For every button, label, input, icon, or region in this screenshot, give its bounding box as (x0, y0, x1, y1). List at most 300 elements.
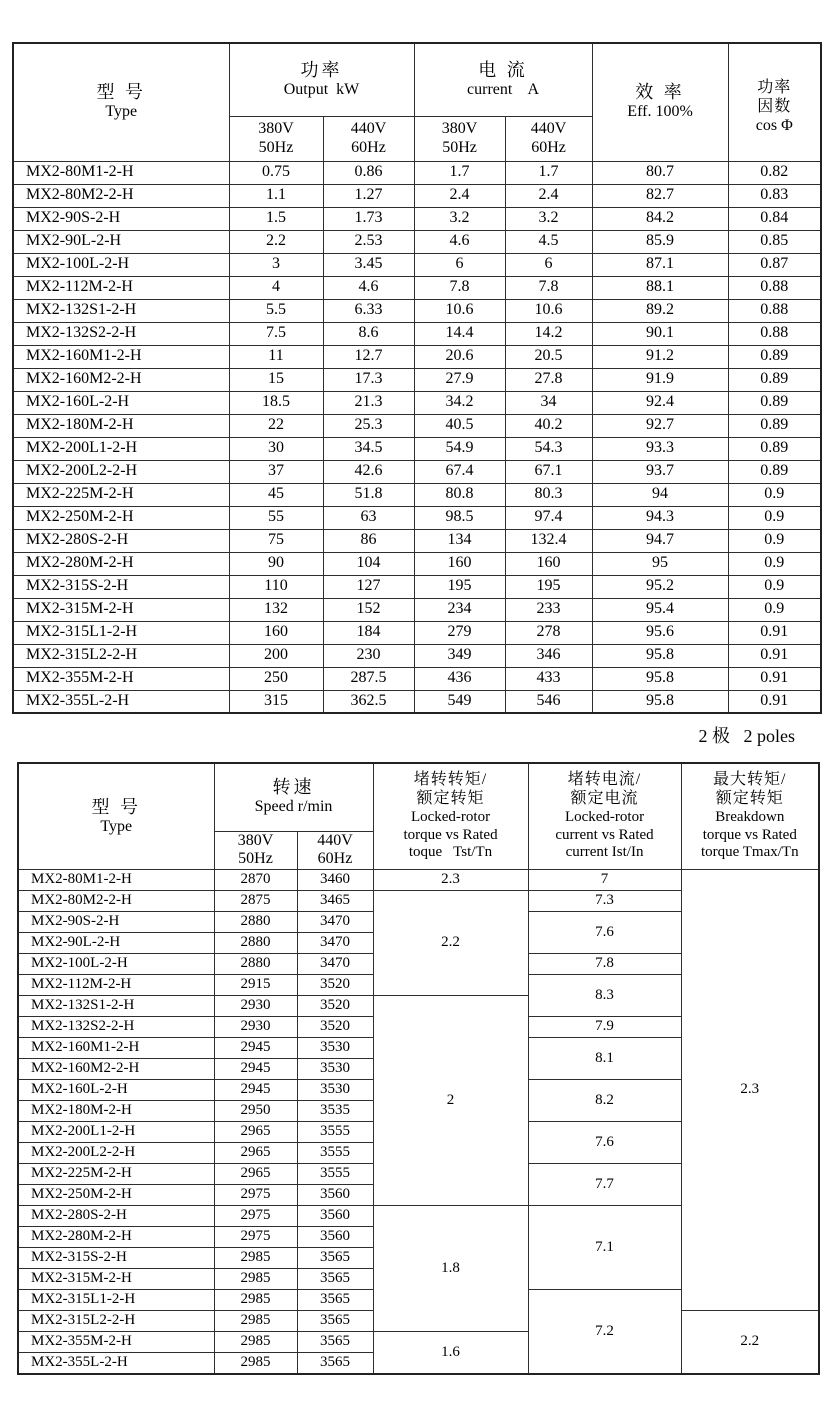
table-row (13, 667, 821, 690)
value-cell: 95.6 (592, 621, 728, 644)
value-cell: 0.91 (728, 644, 821, 667)
header-label-en: torque Tmax/Tn (700, 844, 799, 861)
speed-cell: 2985 (214, 1269, 297, 1290)
value-cell: 0.91 (728, 690, 821, 713)
value-cell: 0.89 (728, 460, 821, 483)
value-cell: 37 (229, 460, 323, 483)
speed-cell: 2870 (214, 870, 297, 891)
header-label-en: torque vs Rated (403, 826, 498, 843)
value-cell: 0.88 (728, 276, 821, 299)
col-header-pf (728, 43, 821, 161)
value-cell: 14.4 (414, 322, 505, 345)
model-cell: MX2-160L-2-H (13, 391, 229, 414)
performance-table-body (18, 870, 819, 1374)
value-cell: 6 (414, 253, 505, 276)
value-cell: 0.9 (728, 552, 821, 575)
table-row (13, 621, 821, 644)
value-cell: 230 (323, 644, 414, 667)
table-row (13, 207, 821, 230)
speed-cell: 2985 (214, 1248, 297, 1269)
value-cell: 95.2 (592, 575, 728, 598)
header-label-en: Type (100, 817, 133, 835)
value-cell: 85.9 (592, 230, 728, 253)
speed-cell: 2965 (214, 1164, 297, 1185)
col-header-eff (592, 43, 728, 161)
value-cell: 2.4 (505, 184, 592, 207)
model-cell: MX2-315M-2-H (18, 1269, 214, 1290)
value-cell: 1.7 (414, 161, 505, 184)
value-cell: 6.33 (323, 299, 414, 322)
col-header-tst (373, 763, 528, 870)
speed-cell: 3520 (297, 1017, 373, 1038)
model-cell: MX2-225M-2-H (13, 483, 229, 506)
value-cell: 0.9 (728, 483, 821, 506)
value-cell: 98.5 (414, 506, 505, 529)
table-row (13, 460, 821, 483)
value-cell: 110 (229, 575, 323, 598)
value-cell: 3.2 (505, 207, 592, 230)
model-cell: MX2-132S1-2-H (13, 299, 229, 322)
col-header-current (414, 43, 592, 116)
value-cell: 93.7 (592, 460, 728, 483)
value-cell: 10.6 (505, 299, 592, 322)
speed-cell: 2945 (214, 1080, 297, 1101)
value-cell: 1.5 (229, 207, 323, 230)
value-cell: 54.3 (505, 437, 592, 460)
value-cell: 7.8 (505, 276, 592, 299)
voltage-label: 440V (350, 119, 387, 137)
poles-caption: 2 极 2 poles (698, 726, 795, 746)
ist-ratio-cell: 7.6 (528, 1122, 681, 1164)
value-cell: 4.5 (505, 230, 592, 253)
model-cell: MX2-280S-2-H (18, 1206, 214, 1227)
speed-cell: 2965 (214, 1143, 297, 1164)
value-cell: 40.2 (505, 414, 592, 437)
tst-ratio-cell: 1.8 (373, 1206, 528, 1332)
value-cell: 80.7 (592, 161, 728, 184)
value-cell: 17.3 (323, 368, 414, 391)
voltage-label: 380V (441, 119, 478, 137)
subheader-380v-power (229, 116, 323, 161)
value-cell: 132.4 (505, 529, 592, 552)
subheader-440v-current (505, 116, 592, 161)
table-row (13, 644, 821, 667)
speed-cell: 2930 (214, 1017, 297, 1038)
model-cell: MX2-90L-2-H (18, 933, 214, 954)
freq-label: 60Hz (531, 138, 566, 156)
model-cell: MX2-315S-2-H (13, 575, 229, 598)
header-label-zh: 堵转转矩/ (413, 771, 488, 789)
value-cell: 95.8 (592, 667, 728, 690)
model-cell: MX2-355L-2-H (18, 1353, 214, 1374)
ratings-table (12, 42, 822, 714)
model-cell: MX2-112M-2-H (18, 975, 214, 996)
header-label-en: cos Φ (755, 116, 793, 134)
ist-ratio-cell: 8.3 (528, 975, 681, 1017)
model-cell: MX2-315L2-2-H (13, 644, 229, 667)
speed-cell: 3555 (297, 1122, 373, 1143)
col-header-type (13, 43, 229, 161)
model-cell: MX2-132S2-2-H (18, 1017, 214, 1038)
ist-ratio-cell: 7.2 (528, 1290, 681, 1374)
table-row (13, 368, 821, 391)
table-row (13, 437, 821, 460)
value-cell: 279 (414, 621, 505, 644)
value-cell: 34 (505, 391, 592, 414)
value-cell: 22 (229, 414, 323, 437)
value-cell: 0.9 (728, 506, 821, 529)
value-cell: 160 (414, 552, 505, 575)
speed-cell: 3465 (297, 891, 373, 912)
speed-cell: 3565 (297, 1311, 373, 1332)
ist-ratio-cell: 8.1 (528, 1038, 681, 1080)
value-cell: 97.4 (505, 506, 592, 529)
value-cell: 346 (505, 644, 592, 667)
value-cell: 1.27 (323, 184, 414, 207)
value-cell: 132 (229, 598, 323, 621)
value-cell: 0.89 (728, 437, 821, 460)
value-cell: 0.88 (728, 322, 821, 345)
value-cell: 91.2 (592, 345, 728, 368)
model-cell: MX2-160M2-2-H (13, 368, 229, 391)
tst-ratio-cell: 2.3 (373, 870, 528, 891)
speed-cell: 2880 (214, 912, 297, 933)
tst-ratio-cell: 2 (373, 996, 528, 1206)
tmax-ratio-cell: 2.2 (681, 1311, 819, 1374)
value-cell: 7.5 (229, 322, 323, 345)
model-cell: MX2-112M-2-H (13, 276, 229, 299)
header-label-zh: 功率 (300, 59, 343, 80)
value-cell: 7.8 (414, 276, 505, 299)
header-label-en: torque vs Rated (702, 826, 797, 843)
model-cell: MX2-90S-2-H (13, 207, 229, 230)
value-cell: 27.9 (414, 368, 505, 391)
model-cell: MX2-315L2-2-H (18, 1311, 214, 1332)
value-cell: 34.2 (414, 391, 505, 414)
speed-cell: 2985 (214, 1353, 297, 1374)
value-cell: 27.8 (505, 368, 592, 391)
value-cell: 250 (229, 667, 323, 690)
tmax-ratio-cell: 2.3 (681, 870, 819, 1311)
voltage-label: 440V (317, 831, 353, 849)
value-cell: 0.82 (728, 161, 821, 184)
value-cell: 84.2 (592, 207, 728, 230)
table-row (13, 483, 821, 506)
header-label-zh: 因数 (757, 97, 792, 115)
table-row (13, 230, 821, 253)
header-label-en: current Ist/In (565, 844, 644, 861)
header-label-en: current vs Rated (555, 826, 654, 843)
speed-cell: 2915 (214, 975, 297, 996)
value-cell: 160 (229, 621, 323, 644)
table-row (13, 253, 821, 276)
value-cell: 92.4 (592, 391, 728, 414)
value-cell: 88.1 (592, 276, 728, 299)
header-label-zh: 电 流 (478, 59, 528, 80)
table-row (13, 345, 821, 368)
model-cell: MX2-100L-2-H (18, 954, 214, 975)
speed-cell: 3470 (297, 954, 373, 975)
table-row (13, 184, 821, 207)
performance-table-header (18, 763, 819, 870)
speed-cell: 2950 (214, 1101, 297, 1122)
value-cell: 5.5 (229, 299, 323, 322)
value-cell: 127 (323, 575, 414, 598)
model-cell: MX2-315L1-2-H (13, 621, 229, 644)
model-cell: MX2-225M-2-H (18, 1164, 214, 1185)
value-cell: 18.5 (229, 391, 323, 414)
tst-ratio-cell: 1.6 (373, 1332, 528, 1374)
speed-cell: 3530 (297, 1080, 373, 1101)
value-cell: 95.8 (592, 644, 728, 667)
header-label-en: Breakdown (715, 808, 785, 825)
value-cell: 152 (323, 598, 414, 621)
value-cell: 54.9 (414, 437, 505, 460)
table-row (13, 299, 821, 322)
header-label-en: Type (105, 103, 138, 121)
value-cell: 6 (505, 253, 592, 276)
value-cell: 0.89 (728, 414, 821, 437)
value-cell: 75 (229, 529, 323, 552)
model-cell: MX2-160L-2-H (18, 1080, 214, 1101)
value-cell: 0.89 (728, 345, 821, 368)
value-cell: 95 (592, 552, 728, 575)
value-cell: 30 (229, 437, 323, 460)
header-label-zh: 效 率 (635, 82, 685, 103)
subheader-380v-speed (214, 831, 297, 870)
header-label-en: Eff. 100% (627, 103, 693, 121)
speed-cell: 3530 (297, 1059, 373, 1080)
speed-cell: 2930 (214, 996, 297, 1017)
value-cell: 278 (505, 621, 592, 644)
model-cell: MX2-180M-2-H (13, 414, 229, 437)
freq-label: 50Hz (258, 138, 294, 156)
value-cell: 0.91 (728, 621, 821, 644)
value-cell: 134 (414, 529, 505, 552)
speed-cell: 3560 (297, 1206, 373, 1227)
model-cell: MX2-100L-2-H (13, 253, 229, 276)
model-cell: MX2-160M2-2-H (18, 1059, 214, 1080)
table-row (13, 322, 821, 345)
performance-table (17, 762, 820, 1375)
ist-ratio-cell: 7.3 (528, 891, 681, 912)
table-row (13, 276, 821, 299)
speed-cell: 3470 (297, 933, 373, 954)
col-header-tmax (681, 763, 819, 870)
header-label-zh: 额定电流 (570, 790, 639, 808)
model-cell: MX2-280S-2-H (13, 529, 229, 552)
model-cell: MX2-132S1-2-H (18, 996, 214, 1017)
value-cell: 0.83 (728, 184, 821, 207)
model-cell: MX2-180M-2-H (18, 1101, 214, 1122)
value-cell: 25.3 (323, 414, 414, 437)
header-label-en: Locked-rotor (410, 808, 491, 825)
value-cell: 34.5 (323, 437, 414, 460)
value-cell: 20.6 (414, 345, 505, 368)
freq-label: 60Hz (351, 138, 386, 156)
header-label-en: current A (467, 80, 540, 98)
col-header-type (18, 763, 214, 870)
value-cell: 3.2 (414, 207, 505, 230)
header-label-en: toque Tst/Tn (408, 844, 493, 861)
header-label-en: Output kW (283, 80, 360, 98)
value-cell: 11 (229, 345, 323, 368)
value-cell: 0.87 (728, 253, 821, 276)
speed-cell: 3560 (297, 1185, 373, 1206)
voltage-label: 380V (258, 119, 294, 137)
value-cell: 233 (505, 598, 592, 621)
header-label-en: Speed r/min (254, 798, 333, 816)
value-cell: 2.4 (414, 184, 505, 207)
value-cell: 234 (414, 598, 505, 621)
value-cell: 0.89 (728, 368, 821, 391)
ist-ratio-cell: 7.1 (528, 1206, 681, 1290)
table-row (13, 690, 821, 713)
header-label-zh: 功率 (757, 78, 792, 96)
voltage-label: 380V (237, 831, 274, 849)
value-cell: 94.3 (592, 506, 728, 529)
value-cell: 0.75 (229, 161, 323, 184)
speed-cell: 2880 (214, 954, 297, 975)
value-cell: 549 (414, 690, 505, 713)
value-cell: 80.3 (505, 483, 592, 506)
value-cell: 80.8 (414, 483, 505, 506)
subheader-440v-power (323, 116, 414, 161)
speed-cell: 3565 (297, 1332, 373, 1353)
freq-label: 50Hz (238, 850, 273, 868)
value-cell: 63 (323, 506, 414, 529)
speed-cell: 2965 (214, 1122, 297, 1143)
value-cell: 1.1 (229, 184, 323, 207)
model-cell: MX2-200L1-2-H (18, 1122, 214, 1143)
value-cell: 287.5 (323, 667, 414, 690)
speed-cell: 3565 (297, 1248, 373, 1269)
value-cell: 1.7 (505, 161, 592, 184)
value-cell: 436 (414, 667, 505, 690)
value-cell: 3 (229, 253, 323, 276)
speed-cell: 3520 (297, 975, 373, 996)
model-cell: MX2-200L2-2-H (18, 1143, 214, 1164)
model-cell: MX2-250M-2-H (13, 506, 229, 529)
value-cell: 95.4 (592, 598, 728, 621)
table-row (18, 870, 819, 891)
table-row (13, 506, 821, 529)
value-cell: 21.3 (323, 391, 414, 414)
speed-cell: 3555 (297, 1164, 373, 1185)
value-cell: 0.9 (728, 575, 821, 598)
model-cell: MX2-280M-2-H (18, 1227, 214, 1248)
value-cell: 0.9 (728, 598, 821, 621)
speed-cell: 2875 (214, 891, 297, 912)
model-cell: MX2-160M1-2-H (13, 345, 229, 368)
speed-cell: 3520 (297, 996, 373, 1017)
model-cell: MX2-315M-2-H (13, 598, 229, 621)
value-cell: 349 (414, 644, 505, 667)
value-cell: 0.9 (728, 529, 821, 552)
value-cell: 90 (229, 552, 323, 575)
value-cell: 0.88 (728, 299, 821, 322)
value-cell: 86 (323, 529, 414, 552)
ratings-table-header (13, 43, 821, 161)
ist-ratio-cell: 7.6 (528, 912, 681, 954)
speed-cell: 3565 (297, 1353, 373, 1374)
header-label-en: Locked-rotor (564, 808, 645, 825)
value-cell: 0.85 (728, 230, 821, 253)
speed-cell: 2985 (214, 1311, 297, 1332)
table-row (13, 552, 821, 575)
ist-ratio-cell: 7.8 (528, 954, 681, 975)
speed-cell: 3535 (297, 1101, 373, 1122)
value-cell: 1.73 (323, 207, 414, 230)
value-cell: 433 (505, 667, 592, 690)
value-cell: 90.1 (592, 322, 728, 345)
voltage-label: 440V (530, 119, 567, 137)
model-cell: MX2-160M1-2-H (18, 1038, 214, 1059)
tst-ratio-cell: 2.2 (373, 891, 528, 996)
value-cell: 51.8 (323, 483, 414, 506)
model-cell: MX2-315L1-2-H (18, 1290, 214, 1311)
value-cell: 15 (229, 368, 323, 391)
value-cell: 0.89 (728, 391, 821, 414)
speed-cell: 3460 (297, 870, 373, 891)
value-cell: 91.9 (592, 368, 728, 391)
model-cell: MX2-355M-2-H (13, 667, 229, 690)
value-cell: 93.3 (592, 437, 728, 460)
freq-label: 60Hz (317, 850, 353, 868)
value-cell: 12.7 (323, 345, 414, 368)
value-cell: 0.86 (323, 161, 414, 184)
speed-cell: 2975 (214, 1227, 297, 1248)
col-header-power (229, 43, 414, 116)
ratings-table-body (13, 161, 821, 713)
value-cell: 94 (592, 483, 728, 506)
table-row (13, 575, 821, 598)
value-cell: 92.7 (592, 414, 728, 437)
model-cell: MX2-250M-2-H (18, 1185, 214, 1206)
value-cell: 40.5 (414, 414, 505, 437)
header-label-zh: 额定转矩 (715, 790, 784, 808)
speed-cell: 3470 (297, 912, 373, 933)
value-cell: 42.6 (323, 460, 414, 483)
value-cell: 315 (229, 690, 323, 713)
model-cell: MX2-200L2-2-H (13, 460, 229, 483)
model-cell: MX2-355M-2-H (18, 1332, 214, 1353)
value-cell: 0.91 (728, 667, 821, 690)
header-label-zh: 堵转电流/ (567, 771, 642, 789)
header-label-zh: 型 号 (96, 82, 146, 103)
ist-ratio-cell: 7.7 (528, 1164, 681, 1206)
col-header-ist (528, 763, 681, 870)
header-label-zh: 额定转矩 (416, 790, 485, 808)
value-cell: 87.1 (592, 253, 728, 276)
value-cell: 546 (505, 690, 592, 713)
value-cell: 104 (323, 552, 414, 575)
value-cell: 95.8 (592, 690, 728, 713)
model-cell: MX2-80M1-2-H (18, 870, 214, 891)
model-cell: MX2-132S2-2-H (13, 322, 229, 345)
value-cell: 362.5 (323, 690, 414, 713)
model-cell: MX2-80M1-2-H (13, 161, 229, 184)
value-cell: 2.2 (229, 230, 323, 253)
model-cell: MX2-355L-2-H (13, 690, 229, 713)
speed-cell: 2945 (214, 1038, 297, 1059)
value-cell: 67.4 (414, 460, 505, 483)
value-cell: 4 (229, 276, 323, 299)
value-cell: 200 (229, 644, 323, 667)
value-cell: 160 (505, 552, 592, 575)
header-label-zh: 型 号 (91, 796, 141, 817)
speed-cell: 2985 (214, 1290, 297, 1311)
